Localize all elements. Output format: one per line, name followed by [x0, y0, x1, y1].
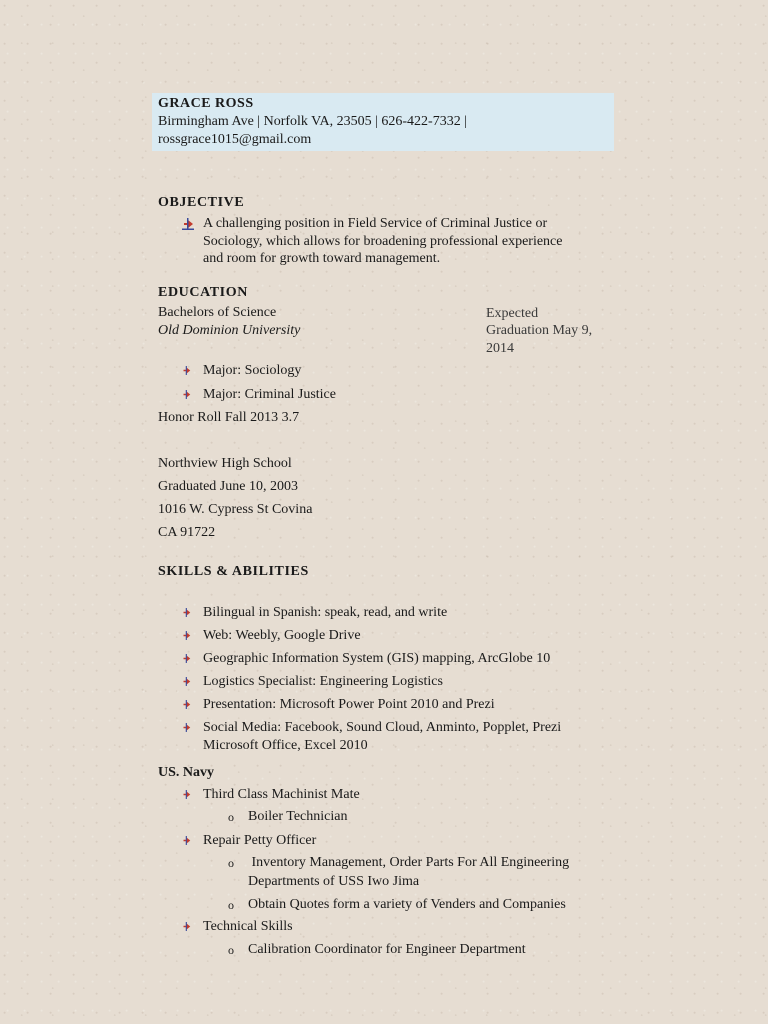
navy-heading: US. Navy — [158, 765, 215, 780]
skill-item-continued: Microsoft Office, Excel 2010 — [203, 738, 368, 753]
navy-role-detail: Inventory Management, Order Parts For All Engineering — [248, 855, 570, 870]
circle-bullet-icon: o — [228, 943, 234, 957]
skills-heading: SKILLS & ABILITIES — [158, 564, 309, 579]
skill-item: Geographic Information System (GIS) mapping, ArcGlobe 10 — [203, 651, 551, 666]
objective-line-2: Sociology, which allows for broadening professional experience — [203, 234, 563, 249]
expected-line-2: Graduation May 9, — [486, 323, 593, 338]
skill-item: Presentation: Microsoft Power Point 2010 and Prezi — [203, 697, 495, 712]
circle-bullet-icon: o — [228, 856, 234, 870]
address-line: Birmingham Ave | Norfolk VA, 23505 | 626-422-7332 | — [158, 114, 468, 129]
arrow-bullet-icon — [182, 677, 191, 686]
navy-role-title: Third Class Machinist Mate — [203, 787, 360, 802]
arrow-bullet-icon — [182, 608, 191, 617]
major-sociology: Major: Sociology — [203, 363, 302, 378]
degree: Bachelors of Science — [158, 305, 277, 320]
expected-line-1: Expected — [486, 306, 539, 321]
objective-line-3: and room for growth toward management. — [203, 251, 441, 266]
arrow-bullet-icon — [182, 922, 191, 931]
circle-bullet-icon: o — [228, 810, 234, 824]
education-heading: EDUCATION — [158, 285, 248, 300]
navy-role-detail: Obtain Quotes form a variety of Venders and Companies — [248, 897, 566, 912]
arrow-bullet-icon — [182, 836, 191, 845]
arrow-bullet-icon — [182, 790, 191, 799]
arrow-bullet-icon — [182, 700, 191, 709]
circle-bullet-icon: o — [228, 898, 234, 912]
navy-role-detail: Boiler Technician — [248, 809, 348, 824]
skill-item: Bilingual in Spanish: speak, read, and write — [203, 605, 448, 620]
contact-header — [152, 93, 614, 151]
candidate-name: GRACE ROSS — [158, 96, 254, 111]
skill-item: Social Media: Facebook, Sound Cloud, Anminto, Popplet, Prezi — [203, 720, 562, 735]
navy-role-detail: Calibration Coordinator for Engineer Department — [248, 942, 526, 957]
skill-item: Web: Weebly, Google Drive — [203, 628, 361, 643]
objective-line-1: A challenging position in Field Service of Criminal Justice or — [203, 216, 548, 231]
arrow-bullet-icon — [182, 654, 191, 663]
arrow-bullet-icon — [182, 218, 194, 230]
arrow-bullet-icon — [182, 723, 191, 732]
navy-role-title: Technical Skills — [203, 919, 293, 934]
major-criminal-justice: Major: Criminal Justice — [203, 387, 336, 402]
high-school-street: 1016 W. Cypress St Covina — [158, 502, 313, 517]
university: Old Dominion University — [158, 323, 301, 338]
navy-role-title: Repair Petty Officer — [203, 833, 317, 848]
email-line: rossgrace1015@gmail.com — [158, 132, 312, 147]
expected-line-3: 2014 — [486, 341, 514, 356]
skill-item: Logistics Specialist: Engineering Logistics — [203, 674, 443, 689]
arrow-bullet-icon — [182, 390, 191, 399]
navy-role-detail-continued: Departments of USS Iwo Jima — [248, 874, 420, 889]
arrow-bullet-icon — [182, 366, 191, 375]
arrow-bullet-icon — [182, 631, 191, 640]
high-school-graduated: Graduated June 10, 2003 — [158, 479, 298, 494]
honor-roll: Honor Roll Fall 2013 3.7 — [158, 410, 300, 425]
high-school-name: Northview High School — [158, 456, 292, 471]
objective-heading: OBJECTIVE — [158, 195, 245, 210]
high-school-city: CA 91722 — [158, 525, 216, 540]
